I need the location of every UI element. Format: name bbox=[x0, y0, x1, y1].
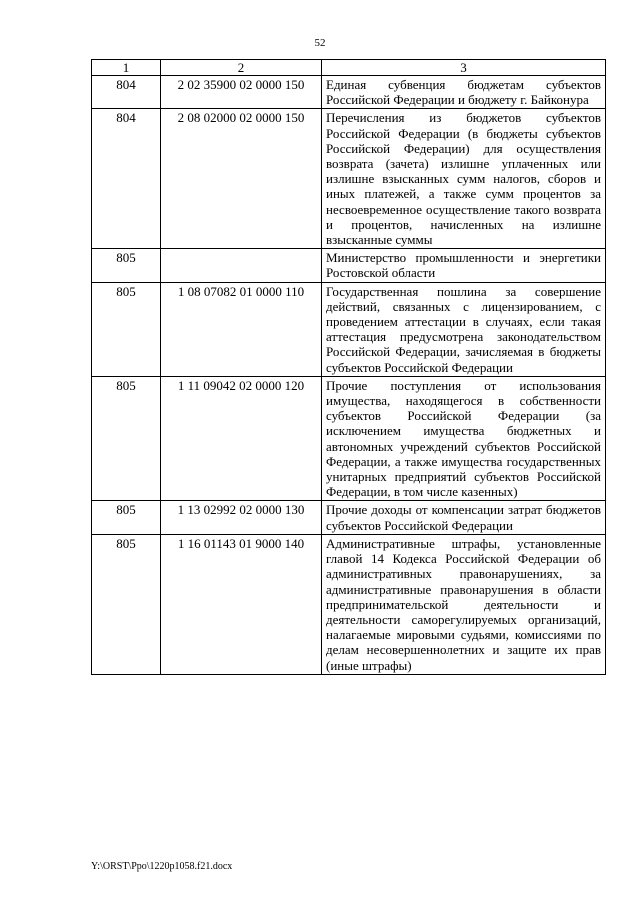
admin-code-cell: 805 bbox=[92, 249, 161, 282]
revenue-code-cell bbox=[161, 249, 322, 282]
admin-code-cell: 805 bbox=[92, 376, 161, 501]
admin-code-cell: 804 bbox=[92, 76, 161, 109]
revenue-code-cell: 1 16 01143 01 9000 140 bbox=[161, 534, 322, 674]
revenue-name-cell: Единая субвенция бюджетам субъектов Российской Федерации и бюджету г. Байконура bbox=[322, 76, 606, 109]
revenue-name-cell: Министерство промышленности и энергетики Ростовской области bbox=[322, 249, 606, 282]
table-row bbox=[92, 76, 606, 109]
revenue-code-cell: 2 08 02000 02 0000 150 bbox=[161, 109, 322, 249]
admin-code-cell: 805 bbox=[92, 501, 161, 534]
revenue-codes-table bbox=[91, 59, 606, 675]
revenue-code-cell: 1 13 02992 02 0000 130 bbox=[161, 501, 322, 534]
revenue-code-cell: 2 02 35900 02 0000 150 bbox=[161, 76, 322, 109]
revenue-name-cell: Перечисления из бюджетов субъектов Российской Федерации (в бюджеты субъектов Российской Федерации) для осуществления возврата (зачета) излишне уплаченных или излишне взысканных сумм налогов, сборов и иных платежей, а также сумм процентов за несвоевременное осуществление такого возврата и процентов, начисленных на излишне взысканные суммы bbox=[322, 109, 606, 249]
revenue-name-cell: Административные штрафы, установленные главой 14 Кодекса Российской Федерации об административных правонарушениях, за административные правонарушения в области предпринимательской деятельности и деятельности саморегулируемых организаций, налагаемые мировыми судьями, комиссиями по делам несовершеннолетних и защите их прав (иные штрафы) bbox=[322, 534, 606, 674]
admin-code-cell: 805 bbox=[92, 534, 161, 674]
table-header-row bbox=[92, 60, 606, 76]
revenue-name-cell: Прочие доходы от компенсации затрат бюджетов субъектов Российской Федерации bbox=[322, 501, 606, 534]
table-row bbox=[92, 282, 606, 376]
column-header-2: 2 bbox=[161, 60, 322, 76]
revenue-name-cell: Государственная пошлина за совершение действий, связанных с лицензированием, с проведением аттестации в случаях, если такая аттестация предусмотрена законодательством Российской Федерации, зачисляемая в бюджеты субъектов Российской Федерации bbox=[322, 282, 606, 376]
admin-code-cell: 805 bbox=[92, 282, 161, 376]
column-header-1: 1 bbox=[92, 60, 161, 76]
table-row bbox=[92, 376, 606, 501]
table-row bbox=[92, 501, 606, 534]
page-number: 52 bbox=[314, 37, 326, 49]
table-row bbox=[92, 534, 606, 674]
revenue-name-cell: Прочие поступления от использования имущества, находящегося в собственности субъектов Российской Федерации (за исключением имущества бюджетных и автономных учреждений субъектов Российской Федерации, а также имущества государственных унитарных предприятий субъектов Российской Федерации, в том числе казенных) bbox=[322, 376, 606, 501]
document-file-path: Y:\ORST\Ppo\1220p1058.f21.docx bbox=[91, 861, 233, 872]
revenue-code-cell: 1 11 09042 02 0000 120 bbox=[161, 376, 322, 501]
admin-code-cell: 804 bbox=[92, 109, 161, 249]
table-row bbox=[92, 109, 606, 249]
column-header-3: 3 bbox=[322, 60, 606, 76]
revenue-code-cell: 1 08 07082 01 0000 110 bbox=[161, 282, 322, 376]
table-row bbox=[92, 249, 606, 282]
